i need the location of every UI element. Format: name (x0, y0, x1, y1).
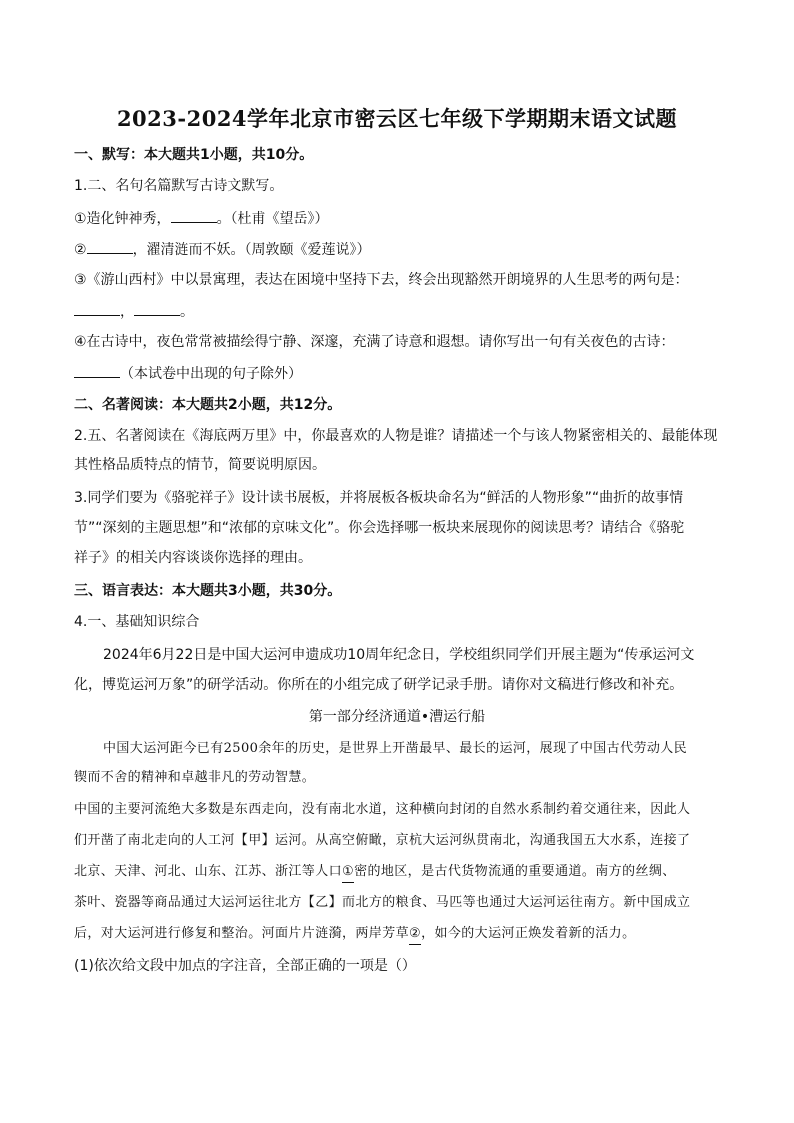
page-title: 2023-2024学年北京市密云区七年级下学期期末语文试题 (116, 106, 678, 131)
passage-line-7 (74, 924, 724, 945)
passage-7-suffix: ，如今的大运河正焕发着新的活力。 (421, 926, 636, 941)
section-1-heading: 一、默写：本大题共1小题，共10分。 (74, 147, 314, 163)
blank-marker-2[interactable]: ② (409, 924, 421, 945)
answer-blank[interactable] (87, 239, 133, 254)
q3-line-1: 3.同学们要为《骆驼祥子》设计读书展板，并将展板各板块命名为“鲜活的人物形象”“曲折的故事情 (74, 490, 684, 506)
answer-blank[interactable] (171, 208, 217, 223)
answer-blank[interactable] (74, 363, 120, 378)
part-title: 第一部分经济通道•漕运行船 (308, 709, 486, 725)
q1-d-note: （本试卷中出现的句子除外） (120, 366, 302, 382)
q4-heading: 4.一、基础知识综合 (74, 614, 200, 630)
q1-item-a (74, 208, 724, 229)
passage-line-6: 茶叶、瓷器等商品通过大运河运往北方【乙】而北方的粮食、马匹等也通过大运河运往南方。新中国成立 (74, 895, 691, 910)
q4-intro-line-2: 化，博览运河万象”的研学活动。你所在的小组完成了研学记录手册。请你对文稿进行修改和补充。 (74, 677, 684, 693)
answer-blank[interactable] (74, 301, 120, 316)
q1-item-d: ④在古诗中，夜色常常被描绘得宁静、深邃，充满了诗意和遐想。请你写出一句有关夜色的古诗： (74, 334, 675, 350)
passage-line-1: 中国大运河距今已有2500余年的历史，是世界上开凿最早、最长的运河，展现了中国古代劳动人民 (103, 741, 688, 756)
q2-line-2: 其性格品质特点的情节，简要说明原因。 (74, 457, 326, 473)
q1-a-suffix: 。（杜甫《望岳》） (216, 211, 329, 227)
answer-blank[interactable] (134, 301, 180, 316)
passage-line-5 (74, 862, 724, 883)
passage-line-3: 中国的主要河流绝大多数是东西走向，没有南北水道，这种横向封闭的自然水系制约着交通往来，因此人 (74, 802, 691, 817)
q1-c-end: 。 (180, 304, 194, 320)
section-2-heading: 二、名著阅读：本大题共2小题，共12分。 (74, 397, 342, 413)
q1-c-separator: ， (120, 304, 134, 320)
q1-item-c: ③《游山西村》中以景寓理，表达在困境中坚持下去，终会出现豁然开朗境界的人生思考的两句是： (74, 272, 689, 288)
passage-7-prefix: 后，对大运河进行修复和整治。河面片片涟漪，两岸芳草 (74, 926, 410, 941)
q1-heading: 1.二、名句名篇默写古诗文默写。 (74, 178, 284, 194)
q1-item-b (74, 239, 724, 260)
q4-subquestion-1: (1)依次给文段中加点的字注音，全部正确的一项是（） (74, 958, 416, 974)
blank-marker-1[interactable]: ① (342, 862, 354, 883)
q3-line-3: 祥子》的相关内容谈谈你选择的理由。 (74, 550, 312, 566)
passage-5-prefix: 北京、天津、河北、山东、江苏、浙江等人口 (74, 864, 343, 879)
q1-a-prefix: ①造化钟神秀， (74, 211, 171, 227)
q3-line-2: 节”“深刻的主题思想”和“浓郁的京味文化”。你会选择哪一板块来展现你的阅读思考？请结合《骆驼 (74, 520, 685, 536)
q1-item-d-answer (74, 363, 724, 384)
passage-line-4: 们开凿了南北走向的人工河【甲】运河。从高空俯瞰，京杭大运河纵贯南北，沟通我国五大水系，连接了 (74, 833, 691, 848)
section-3-heading: 三、语言表达：本大题共3小题，共30分。 (74, 583, 342, 599)
q1-b-suffix: ，濯清涟而不妖。（周敦颐《爱莲说》） (132, 242, 371, 258)
q2-line-1: 2.五、名著阅读在《海底两万里》中，你最喜欢的人物是谁？请描述一个与该人物紧密相关的、最能体现 (74, 428, 718, 444)
passage-5-suffix: 密的地区，是古代货物流通的重要通道。南方的丝绸、 (354, 864, 676, 879)
q1-b-prefix: ② (74, 242, 87, 258)
passage-line-2: 锲而不舍的精神和卓越非凡的劳动智慧。 (74, 770, 316, 785)
q4-intro-line-1: 2024年6月22日是中国大运河申遗成功10周年纪念日，学校组织同学们开展主题为“传承运河文 (103, 647, 695, 663)
q1-item-c-answers (74, 301, 724, 322)
